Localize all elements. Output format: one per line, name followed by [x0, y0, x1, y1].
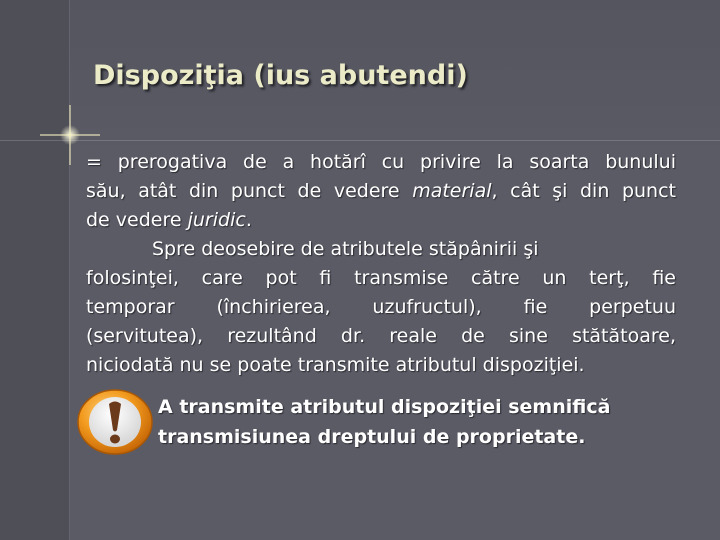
left-band [0, 0, 70, 540]
contrast-line-3: temporar (închirierea, uzufructul), fie perpetuu [86, 296, 676, 318]
contrast-line-1: Spre deosebire de atributele stăpânirii şi [152, 238, 539, 260]
slide-title: Dispoziţia (ius abutendi) [93, 60, 468, 91]
definition-line-1: = prerogativa de a hotărî cu privire la soarta bunului [86, 151, 676, 173]
definition-line-2: său, atât din punct de vedere material, cât şi din punct [86, 180, 676, 202]
emphasis-line-2: transmisiunea dreptului de proprietate. [158, 426, 586, 448]
emphasis-statement [158, 392, 678, 452]
contrast-line-2: folosinţei, care pot fi transmise către un terţ, fie [86, 267, 676, 289]
horizontal-rule [0, 140, 720, 141]
contrast-paragraph [86, 235, 676, 380]
contrast-line-4: (servitutea), rezultând dr. reale de sine stătătoare, [86, 325, 676, 347]
exclamation-warning-icon [76, 388, 154, 456]
emphasis-material: material [412, 180, 492, 202]
emphasis-line-1: A transmite atributul dispoziţiei semnifică [158, 396, 611, 418]
body-text [86, 148, 676, 380]
emphasis-juridic: juridic [187, 209, 246, 231]
definition-paragraph [86, 148, 676, 235]
contrast-line-5: niciodată nu se poate transmite atributul dispoziţiei. [86, 354, 585, 376]
vertical-rule [69, 0, 70, 540]
definition-line-3: de vedere juridic. [86, 209, 252, 231]
